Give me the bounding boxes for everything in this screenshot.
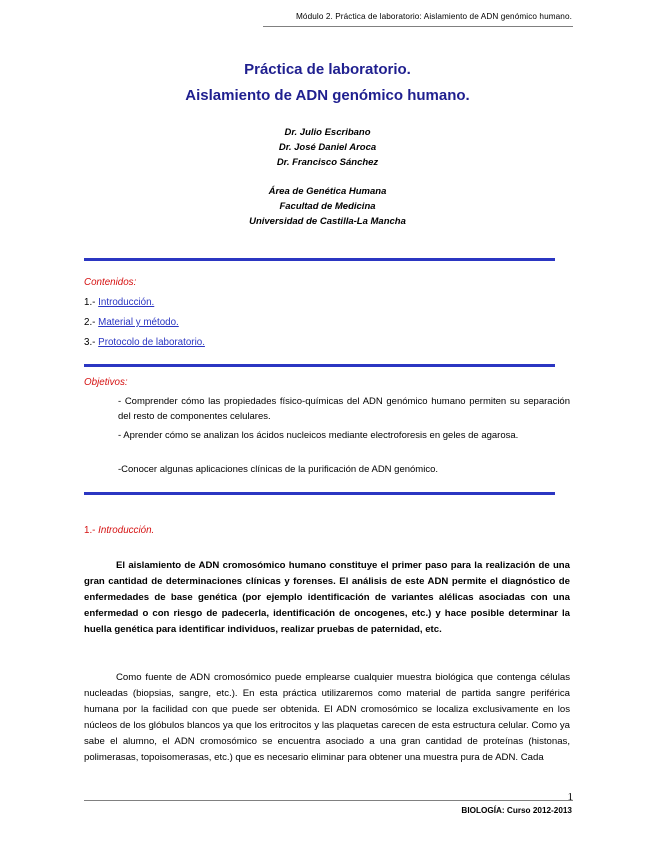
toc-item-2: [84, 316, 179, 329]
title-line-2: Aislamiento de ADN genómico humano.: [185, 87, 470, 104]
author-1: Dr. Julio Escribano: [284, 127, 371, 138]
intro-heading-number: 1.-: [84, 525, 99, 536]
intro-paragraph-1: El aislamiento de ADN cromosómico humano constituye el primer paso para la realización de una gran cantidad de determinaciones clínicas y forenses. El análisis de este ADN permite el diagnóstico de enfermedades de base genética (por ejemplo identificación de variantes alélicas asociadas con una enfermedad o con riesgo de padecerla, identificación de oncogenes, etc.) y hace posible determinar la huella genética para identificar individuos, realizar pruebas de paternidad, etc.: [84, 560, 570, 635]
toc-number: 1.-: [84, 297, 96, 308]
toc-item-1: [84, 296, 154, 309]
footer-course: BIOLOGÍA: Curso 2012-2013: [461, 806, 572, 815]
divider-middle: [84, 364, 555, 367]
toc-number: 3.-: [84, 337, 96, 348]
header-rule: [263, 26, 573, 27]
footer-rule: [84, 800, 573, 801]
author-2: Dr. José Daniel Aroca: [278, 142, 377, 153]
author-3: Dr. Francisco Sánchez: [276, 157, 379, 168]
toc-link-introduccion[interactable]: Introducción.: [98, 297, 155, 308]
page-number: 1: [567, 791, 573, 803]
affiliation-faculty: Facultad de Medicina: [279, 201, 376, 212]
objective-3: -Conocer algunas aplicaciones clínicas de la purificación de ADN genómico.: [118, 464, 439, 475]
toc-link-material-metodo[interactable]: Material y método.: [98, 317, 179, 328]
affiliation-department: Área de Genética Humana: [268, 186, 387, 197]
contents-label: Contenidos:: [84, 277, 137, 288]
toc-link-protocolo[interactable]: Protocolo de laboratorio.: [98, 337, 205, 348]
divider-top: [84, 258, 555, 261]
toc-item-3: [84, 336, 205, 349]
affiliation-university: Universidad de Castilla-La Mancha: [249, 216, 406, 227]
title-line-1: Práctica de laboratorio.: [244, 61, 411, 78]
objective-1: - Comprender cómo las propiedades físico-químicas del ADN genómico humano permiten su separación del resto de componentes celulares.: [118, 396, 570, 422]
toc-number: 2.-: [84, 317, 96, 328]
divider-bottom: [84, 492, 555, 495]
intro-paragraph-2: Como fuente de ADN cromosómico puede emplearse cualquier muestra biológica que contenga células nucleadas (biopsias, sangre, etc.). En esta práctica utilizaremos como material de partida sangre periférica humana por la facilidad con que puede ser obtenida. El ADN cromosómico se localiza exclusivamente en los núcleos de los glóbulos blancos ya que los eritrocitos y las plaquetas carecen de esta estructura celular. Como ya sabe el alumno, el ADN cromosómico se encuentra asociado a una gran cantidad de proteínas (histonas, polimerasas, topoisomerasas, etc.) que es necesario eliminar para obtener una muestra pura de ADN. Cada: [84, 672, 570, 763]
intro-heading: [84, 524, 154, 537]
objective-2: - Aprender cómo se analizan los ácidos nucleicos mediante electroforesis en geles de agarosa.: [118, 430, 519, 441]
running-header: Módulo 2. Práctica de laboratorio: Aislamiento de ADN genómico humano.: [296, 12, 572, 21]
objectives-label: Objetivos:: [84, 377, 128, 388]
intro-heading-text: Introducción.: [98, 525, 155, 536]
